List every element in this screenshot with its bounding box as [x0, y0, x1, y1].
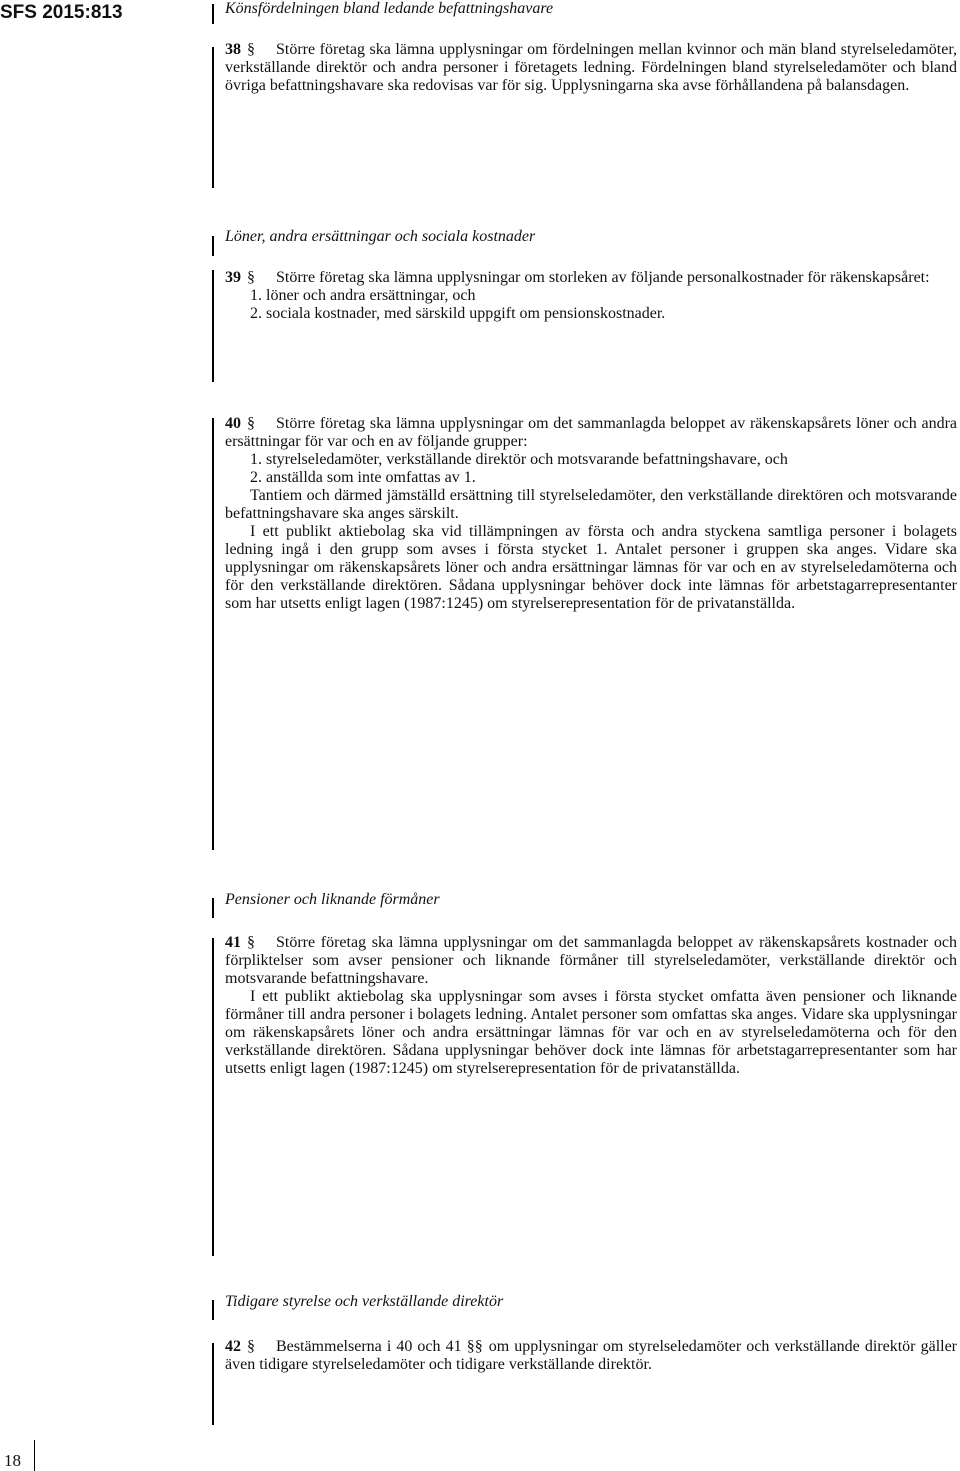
- section-text: Större företag ska lämna upplysningar om det sammanlagda beloppet av räkenskapsårets kostnader och förpliktelser som avser pensioner och liknande förmåner till styrelseledamöter, verkställande direktör och motsvarande befattningshavare.: [225, 934, 957, 987]
- section-text: Större företag ska lämna upplysningar om det sammanlagda beloppet av räkenskapsårets löner och andra ersättningar för var och en av följande grupper:: [225, 415, 957, 450]
- change-bar: [212, 236, 214, 256]
- section-39: [225, 269, 957, 323]
- section-sign: §: [247, 1338, 255, 1355]
- change-bar: [212, 898, 214, 918]
- section-sign: §§: [466, 1338, 483, 1355]
- change-bar: [212, 418, 214, 850]
- section-heading: Löner, andra ersättningar och sociala kostnader: [225, 228, 536, 245]
- list-item: 1. löner och andra ersättningar, och: [250, 287, 476, 304]
- section-text: Större företag ska lämna upplysningar om storleken av följande personalkostnader för räkenskapsåret:: [276, 269, 930, 286]
- section-42: [225, 1338, 957, 1374]
- change-bar: [212, 47, 214, 188]
- section-text: Större företag ska lämna upplysningar om fördelningen mellan kvinnor och män bland styrelseledamöter, verkställande direktör och andra personer i företagets ledning. Fördelningen bland styrelseledamöter och bland övriga befattningshavare ska redovisas var för sig. Upplysningarna ska avse förhållandena på balansdagen.: [225, 41, 957, 94]
- sfs-number: SFS 2015:813: [0, 2, 123, 23]
- section-sign: §: [247, 269, 255, 286]
- section-sign: §: [247, 934, 255, 951]
- section-heading: Könsfördelningen bland ledande befattningshavare: [225, 0, 554, 17]
- section-sign: §: [247, 415, 255, 432]
- change-bar: [212, 1343, 214, 1425]
- page-number: 18: [4, 1451, 21, 1470]
- section-heading: Pensioner och liknande förmåner: [225, 891, 440, 908]
- list-item: 1. styrelseledamöter, verkställande direktör och motsvarande befattningshavare, och: [250, 451, 788, 468]
- paragraph: I ett publikt aktiebolag ska upplysningar som avses i första stycket omfatta även pensioner och liknande förmåner till andra personer i bolagets ledning. Antalet personer som omfattas ska anges. Vidare ska upplysningar om räkenskapsårets löner och andra ersättningar lämnas för var och en av styrelseledamöterna och för den verkställande direktören. Sådana upplysningar behöver dock inte lämnas för arbetstagarrepresentanter som har utsetts enligt lagen (1987:1245) om styrelserepresentation för de privatanställda.: [225, 988, 957, 1077]
- paragraph: I ett publikt aktiebolag ska vid tillämpningen av första och andra styckena samtliga personer i bolagets ledning ingå i den grupp som avses i första stycket 1. Antalet personer i gruppen ska anges. Vidare ska upplysningar om räkenskapsårets löner och andra ersättningar lämnas för var och en av styrelseledamöterna och för den verkställande direktören. Sådana upplysningar behöver dock inte lämnas för arbetstagarrepresentanter som har utsetts enligt lagen (1987:1245) om styrelserepresentation för de privatanställda.: [225, 523, 957, 612]
- list-item: 2. sociala kostnader, med särskild uppgift om pensionskostnader.: [250, 305, 666, 322]
- change-bar: [212, 270, 214, 382]
- section-number: 39: [225, 269, 241, 286]
- page-number-rule: [34, 1440, 35, 1471]
- list-item: 2. anställda som inte omfattas av 1.: [250, 469, 476, 486]
- change-bar: [212, 938, 214, 1256]
- section-sign: §: [247, 41, 255, 58]
- section-40: [225, 415, 957, 613]
- section-number: 40: [225, 415, 241, 432]
- section-number: 41: [225, 934, 241, 951]
- section-number: 38: [225, 41, 241, 58]
- section-text: om upplysningar om styrelseledamöter och verkställande direktör gäller även tidigare styrelseledamöter och tidigare verkställande direktör.: [225, 1338, 958, 1373]
- paragraph: Tantiem och därmed jämställd ersättning till styrelseledamöter, den verkställande direktören och motsvarande befattningshavare ska anges särskilt.: [225, 487, 957, 522]
- section-heading: Tidigare styrelse och verkställande direktör: [225, 1293, 504, 1310]
- section-38: [225, 41, 957, 95]
- section-number: 42: [225, 1338, 241, 1355]
- change-bar: [212, 1300, 214, 1320]
- change-bar: [212, 4, 214, 24]
- section-text: Bestämmelserna i 40 och 41: [276, 1338, 462, 1355]
- section-41: [225, 934, 957, 1078]
